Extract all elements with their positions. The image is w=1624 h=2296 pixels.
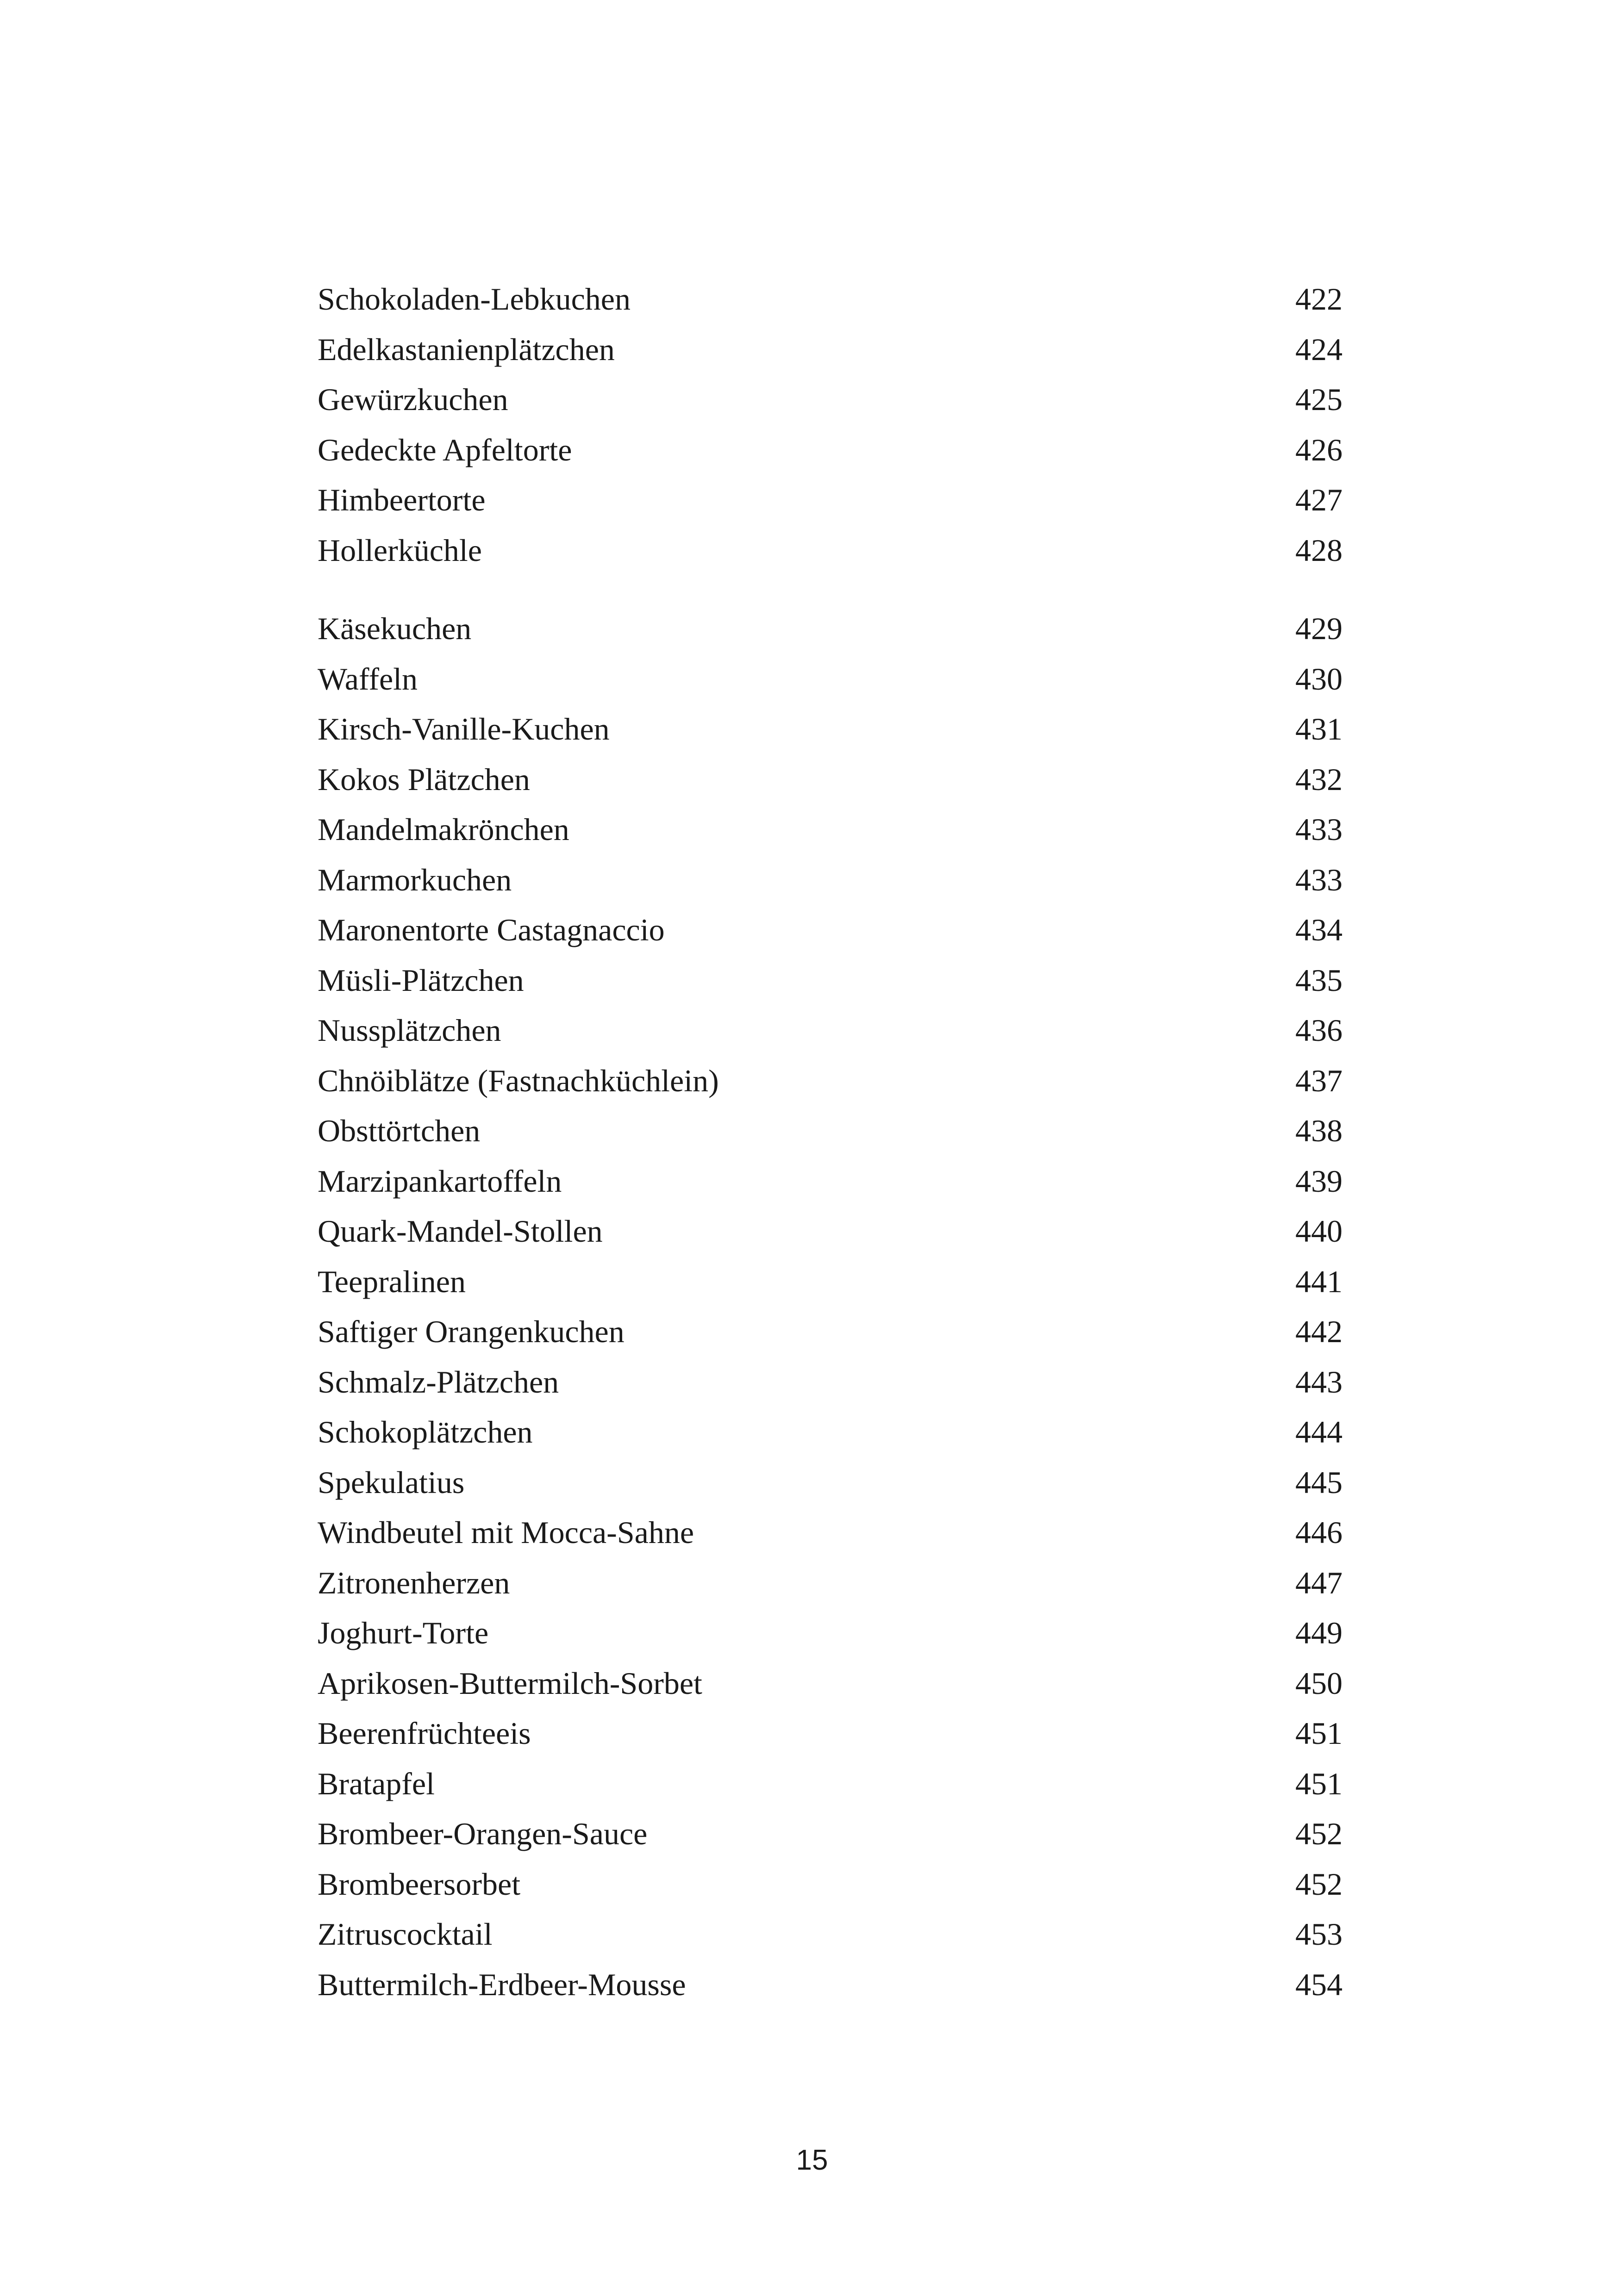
toc-entry: [318, 1859, 1343, 1910]
toc-entry-page: 441: [1295, 1263, 1343, 1299]
toc-entry: [318, 1960, 1343, 2010]
toc-entry: [318, 1056, 1343, 1106]
toc-group: [318, 274, 1343, 575]
toc-entry-title: Kirsch-Vanille-Kuchen: [318, 711, 610, 747]
toc-entry-page: 439: [1295, 1163, 1343, 1199]
toc-entry-title: Obsttörtchen: [318, 1113, 481, 1148]
toc-entry-page: 452: [1295, 1816, 1343, 1851]
toc-entry-page: 451: [1295, 1766, 1343, 1801]
toc-entry-page: 449: [1295, 1615, 1343, 1650]
toc-entry: [318, 1507, 1343, 1558]
toc-entry-page: 427: [1295, 482, 1343, 517]
toc-entry: [318, 804, 1343, 855]
toc-entry-page: 433: [1295, 862, 1343, 897]
toc-entry-page: 428: [1295, 532, 1343, 568]
toc-entry-title: Beerenfrüchteeis: [318, 1716, 531, 1751]
toc-entry-title: Spekulatius: [318, 1464, 465, 1500]
toc-entry-page: 444: [1295, 1414, 1343, 1450]
toc-entry-page: 426: [1295, 432, 1343, 467]
toc-entry: [318, 1407, 1343, 1457]
toc-entry: [318, 1909, 1343, 1960]
toc-entry-title: Kokos Plätzchen: [318, 761, 530, 797]
toc-entry-title: Schokoladen-Lebkuchen: [318, 281, 631, 317]
toc-entry-title: Quark-Mandel-Stollen: [318, 1213, 603, 1249]
toc-entry-title: Zitruscocktail: [318, 1916, 493, 1952]
toc-entry: [318, 475, 1343, 525]
toc-entry-page: 424: [1295, 331, 1343, 367]
toc-entry: [318, 1558, 1343, 1608]
toc-entry-title: Aprikosen-Buttermilch-Sorbet: [318, 1665, 702, 1701]
table-of-contents: [318, 274, 1343, 2010]
toc-entry-title: Schokoplätzchen: [318, 1414, 533, 1450]
toc-entry-page: 446: [1295, 1515, 1343, 1550]
toc-entry-title: Käsekuchen: [318, 611, 472, 646]
toc-entry: [318, 905, 1343, 955]
toc-entry: [318, 654, 1343, 704]
toc-entry: [318, 754, 1343, 805]
toc-entry-title: Teepralinen: [318, 1263, 466, 1299]
toc-entry: [318, 1156, 1343, 1207]
toc-entry-title: Marmorkuchen: [318, 862, 512, 897]
toc-entry-page: 440: [1295, 1213, 1343, 1249]
toc-entry-page: 443: [1295, 1364, 1343, 1400]
toc-entry-title: Gedeckte Apfeltorte: [318, 432, 572, 467]
toc-entry-title: Hollerküchle: [318, 532, 482, 568]
toc-entry-page: 429: [1295, 611, 1343, 646]
toc-entry: [318, 704, 1343, 754]
toc-entry-title: Saftiger Orangenkuchen: [318, 1314, 625, 1349]
toc-entry: [318, 274, 1343, 324]
toc-group: [318, 604, 1343, 2010]
toc-entry-title: Müsli-Plätzchen: [318, 962, 524, 998]
toc-entry: [318, 1357, 1343, 1407]
toc-entry: [318, 1809, 1343, 1859]
toc-entry: [318, 604, 1343, 654]
toc-entry-title: Maronentorte Castagnaccio: [318, 912, 665, 947]
toc-entry-title: Bratapfel: [318, 1766, 435, 1801]
toc-entry: [318, 855, 1343, 905]
toc-entry-title: Windbeutel mit Mocca-Sahne: [318, 1515, 694, 1550]
toc-entry: [318, 1307, 1343, 1357]
toc-entry-title: Waffeln: [318, 661, 418, 697]
toc-entry-title: Nussplätzchen: [318, 1013, 501, 1048]
toc-entry-title: Chnöiblätze (Fastnachküchlein): [318, 1063, 719, 1098]
toc-entry: [318, 324, 1343, 375]
toc-entry-title: Mandelmakrönchen: [318, 812, 569, 847]
toc-entry: [318, 525, 1343, 576]
toc-entry-page: 437: [1295, 1063, 1343, 1098]
toc-entry: [318, 1206, 1343, 1257]
toc-entry-page: 436: [1295, 1013, 1343, 1048]
toc-entry-page: 447: [1295, 1565, 1343, 1600]
toc-entry-page: 434: [1295, 912, 1343, 947]
toc-entry: [318, 1658, 1343, 1709]
toc-entry: [318, 1708, 1343, 1759]
toc-entry-title: Brombeer-Orangen-Sauce: [318, 1816, 648, 1851]
toc-entry: [318, 1106, 1343, 1156]
toc-entry-title: Joghurt-Torte: [318, 1615, 489, 1650]
toc-entry-page: 450: [1295, 1665, 1343, 1701]
toc-entry: [318, 1257, 1343, 1307]
toc-entry-page: 433: [1295, 812, 1343, 847]
toc-entry-title: Gewürzkuchen: [318, 382, 508, 417]
toc-entry: [318, 374, 1343, 425]
toc-entry-page: 432: [1295, 761, 1343, 797]
toc-entry-title: Zitronenherzen: [318, 1565, 510, 1600]
toc-entry-page: 438: [1295, 1113, 1343, 1148]
toc-entry-page: 454: [1295, 1966, 1343, 2002]
toc-entry-page: 451: [1295, 1716, 1343, 1751]
toc-entry: [318, 1457, 1343, 1508]
toc-entry-title: Marzipankartoffeln: [318, 1163, 562, 1199]
toc-entry-page: 425: [1295, 382, 1343, 417]
toc-entry-page: 452: [1295, 1866, 1343, 1902]
toc-entry: [318, 1759, 1343, 1809]
toc-entry-page: 442: [1295, 1314, 1343, 1349]
toc-entry-title: Brombeersorbet: [318, 1866, 521, 1902]
toc-entry-title: Himbeertorte: [318, 482, 486, 517]
toc-entry-page: 445: [1295, 1464, 1343, 1500]
toc-entry-page: 453: [1295, 1916, 1343, 1952]
toc-entry: [318, 955, 1343, 1006]
toc-entry-title: Edelkastanienplätzchen: [318, 331, 615, 367]
toc-entry: [318, 1608, 1343, 1658]
page-number: 15: [796, 2144, 828, 2176]
toc-entry-title: Buttermilch-Erdbeer-Mousse: [318, 1966, 686, 2002]
toc-entry-page: 422: [1295, 281, 1343, 317]
toc-entry-page: 430: [1295, 661, 1343, 697]
toc-entry-page: 435: [1295, 962, 1343, 998]
toc-entry-page: 431: [1295, 711, 1343, 747]
toc-entry: [318, 1005, 1343, 1056]
toc-entry-title: Schmalz-Plätzchen: [318, 1364, 559, 1400]
toc-entry: [318, 425, 1343, 475]
